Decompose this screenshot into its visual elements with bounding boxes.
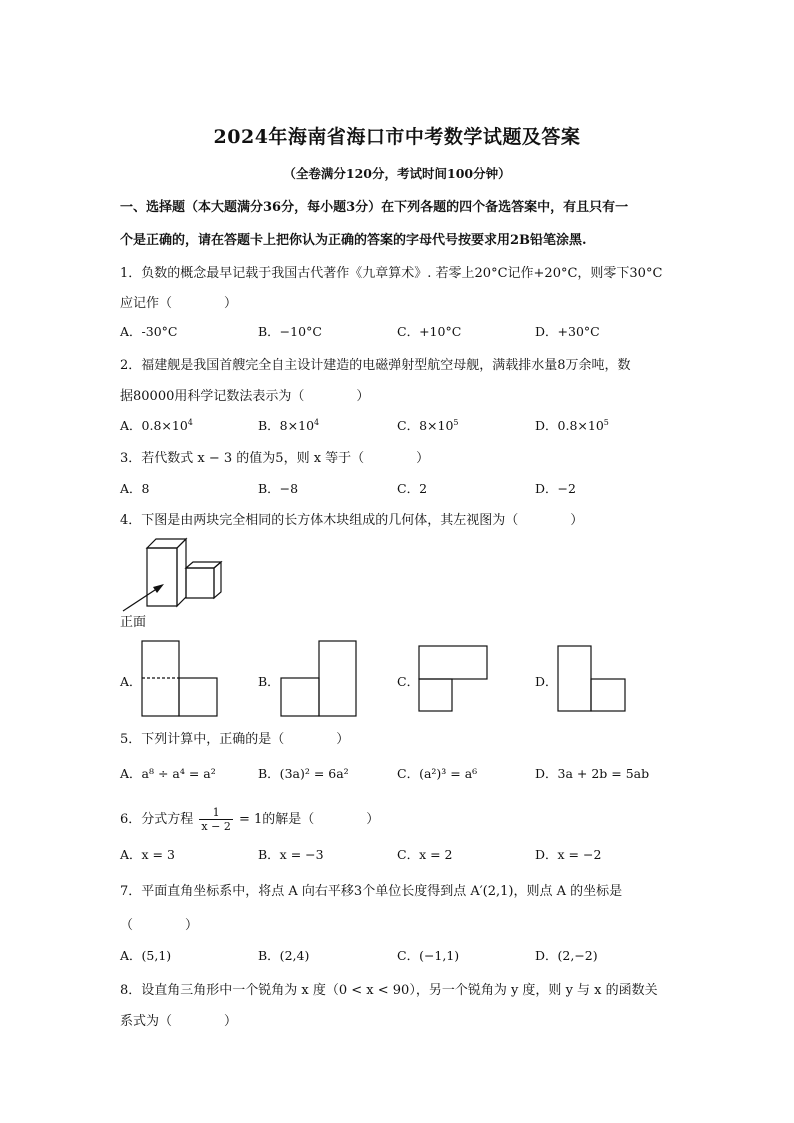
q5-option-b: B．(3a)² = 6a² [258,766,349,781]
q4-front-label: 正面 [120,615,147,630]
q4-option-d-view [557,645,632,715]
q7-stem-line1: 7．平面直角坐标系中，将点 A 向右平移3个单位长度得到点 A′(2,1)，则点 A 的坐标是 [120,884,623,899]
q6-fraction [199,806,232,833]
q3-option-c: C．2 [397,481,428,496]
q7-option-d: D．(2,−2) [535,948,598,963]
q1-option-c: C．+10°C [397,324,462,339]
q4-option-c-label: C． [397,674,420,689]
q2-option-b: B．$8\times 10^4$ [258,418,320,433]
q6-option-a: A．x = 3 [120,847,175,862]
q2-stem-line2: 据80000用科学记数法表示为（ ） [120,389,370,404]
q4-option-b-view [280,640,360,720]
q3-option-a: A．8 [120,481,150,496]
q4-3d-figure [120,538,230,613]
q1-option-d: D．+30°C [535,324,600,339]
q1-option-b: B．−10°C [258,324,322,339]
q5-option-d: D．3a + 2b = 5ab [535,766,650,781]
q2-option-c: C．$8\times 10^5$ [397,418,459,433]
q7-option-a: A．(5,1) [120,948,172,963]
q6-option-b: B．x = −3 [258,847,324,862]
q1-option-a: A．-30°C [120,324,178,339]
q8-stem-line1: 8．设直角三角形中一个锐角为 x 度（0 < x < 90），另一个锐角为 y 度，则 y 与 x 的函数关 [120,983,658,998]
q4-option-a-view [141,640,221,720]
q7-option-b: B．(2,4) [258,948,310,963]
q4-option-a-label: A． [120,674,142,689]
q2-option-d: D．$0.8\times 10^5$ [535,418,609,433]
q5-stem: 5．下列计算中，正确的是（ ） [120,732,350,747]
section-instructions-line1: 一、选择题（本大题满分36分，每小题3分）在下列各题的四个备选答案中，有且只有一 [120,200,629,215]
q6-prefix: 6．分式方程 [120,812,194,827]
q2-stem-line1: 2．福建舰是我国首艘完全自主设计建造的电磁弹射型航空母舰，满载排水量8万余吨，数 [120,358,631,373]
q4-option-d-label: D． [535,674,558,689]
q7-stem-line2: （ ） [120,918,199,933]
page-subtitle: （全卷满分120分，考试时间100分钟） [283,166,511,181]
q8-stem-line2: 系式为（ ） [120,1014,238,1029]
q5-option-a: A．a⁸ ÷ a⁴ = a² [120,766,216,781]
q5-option-c: C．(a²)³ = a⁶ [397,766,478,781]
q3-option-b: B．−8 [258,481,299,496]
q4-option-b-label: B． [258,674,280,689]
q7-option-c: C．(−1,1) [397,948,460,963]
q6-option-c: C．x = 2 [397,847,453,862]
q6-denominator: x − 2 [201,820,231,833]
q6-suffix: = 1的解是（ ） [238,812,380,827]
q1-stem-line2: 应记作（ ） [120,296,238,311]
q6-option-d: D．x = −2 [535,847,602,862]
q2-option-a: A．$0.8\times 10^4$ [120,418,193,433]
section-instructions-line2: 个是正确的，请在答题卡上把你认为正确的答案的字母代号按要求用2B铅笔涂黑. [120,233,587,248]
q6-numerator: 1 [199,806,232,820]
q3-stem: 3．若代数式 x − 3 的值为5，则 x 等于（ ） [120,451,430,466]
q3-option-d: D．−2 [535,481,576,496]
q4-stem: 4．下图是由两块完全相同的长方体木块组成的几何体，其左视图为（ ） [120,513,584,528]
q6-stem [120,806,680,833]
q1-stem-line1: 1．负数的概念最早记载于我国古代著作《九章算术》. 若零上20°C记作+20°C，则零下30°C [120,266,663,281]
page-title: 2024年海南省海口市中考数学试题及答案 [213,126,581,148]
q4-option-c-view [418,645,493,715]
